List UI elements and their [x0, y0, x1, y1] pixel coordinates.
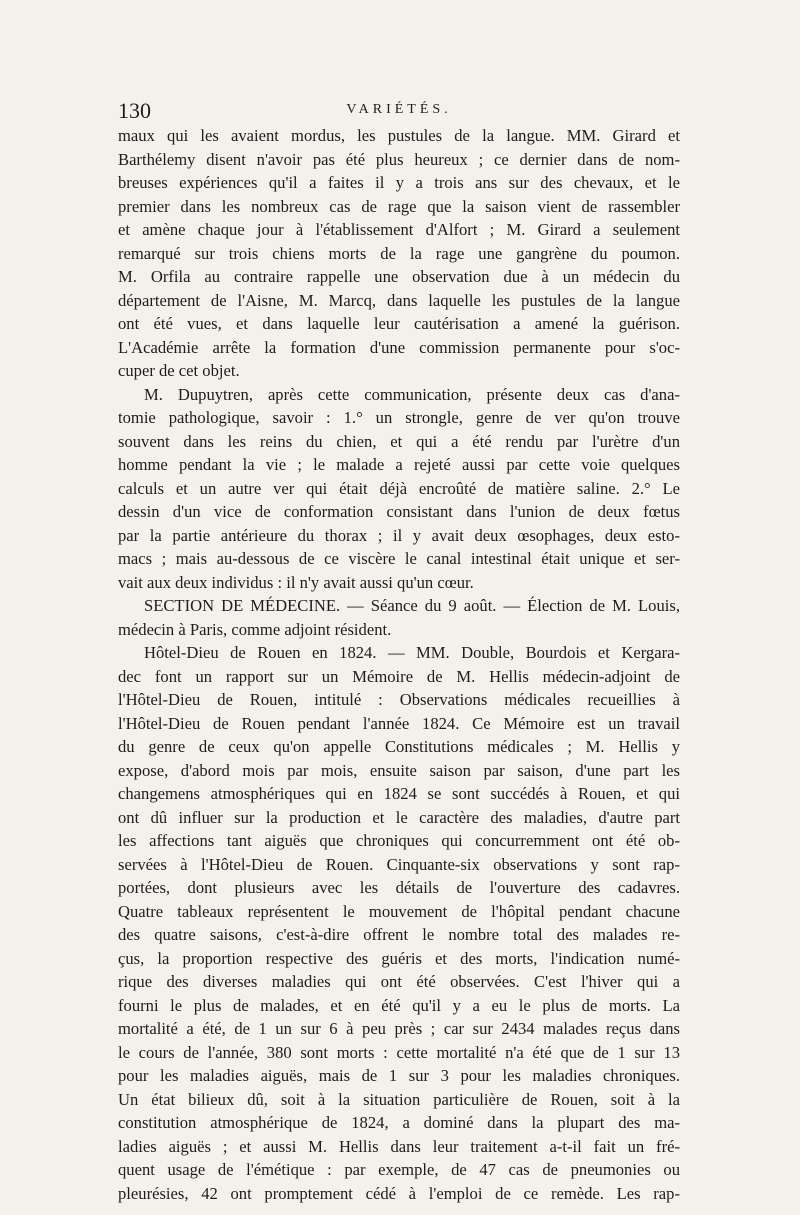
text-line: premier dans les nombreux cas de rage que la saison vient de rassembler [118, 196, 680, 216]
page-header [118, 98, 680, 124]
text-line: expose, d'abord mois par mois, ensuite saison par saison, d'une part les [118, 760, 680, 780]
text-line: l'Hôtel-Dieu de Rouen, intitulé : Observations médicales recueillies à [118, 690, 680, 709]
text-line: M. Dupuytren, après cette communication, présente deux cas d'ana- [144, 384, 680, 404]
text-line: et amène chaque jour à l'établissement d'Alfort ; M. Girard a seulement [118, 220, 680, 239]
text-line: par la partie antérieure du thorax ; il y avait deux œsophages, deux esto- [118, 525, 680, 545]
text-line: médecin à Paris, comme adjoint résident. [118, 619, 392, 639]
text-line: maux qui les avaient mordus, les pustules de la langue. MM. Girard et [118, 126, 680, 145]
text-line: ont dû influer sur la production et le caractère des maladies, d'autre part [118, 807, 680, 827]
text-line: pleurésies, 42 ont promptement cédé à l'emploi de ce remède. Les rap- [118, 1183, 680, 1203]
text-line: changemens atmosphériques qui en 1824 se sont succédés à Rouen, et qui [118, 784, 680, 803]
text-line: portées, dont plusieurs avec les détails de l'ouverture des cadavres. [118, 878, 680, 897]
text-line: Quatre tableaux représentent le mouvement de l'hôpital pendant chacune [118, 901, 680, 921]
text-line: mortalité a été, de 1 un sur 6 à peu près ; car sur 2434 malades reçus dans [118, 1019, 680, 1038]
text-line: Barthélemy disent n'avoir pas été plus heureux ; ce dernier dans de nom- [118, 149, 680, 169]
text-line: Un état bilieux dû, soit à la situation particulière de Rouen, soit à la [118, 1089, 680, 1109]
text-line: quent usage de l'émétique : par exemple, de 47 cas de pneumonies ou [118, 1160, 680, 1179]
text-line: dec font un rapport sur un Mémoire de M. Hellis médecin-adjoint de [118, 666, 680, 686]
text-line: constitution atmosphérique de 1824, a dominé dans la plupart des ma- [118, 1113, 680, 1132]
text-line: servées à l'Hôtel-Dieu de Rouen. Cinquante-six observations y sont rap- [118, 854, 680, 874]
text-line: macs ; mais au-dessous de ce viscère le canal intestinal était unique et ser- [118, 549, 680, 568]
text-line: fourni le plus de malades, et en été qu'il y a eu le plus de morts. La [118, 995, 680, 1015]
text-line: ladies aiguës ; et aussi M. Hellis dans leur traitement a-t-il fait un fré- [118, 1136, 680, 1156]
text-line: des quatre saisons, c'est-à-dire offrent le nombre total des malades re- [118, 925, 680, 944]
text-line: L'Académie arrête la formation d'une commission permanente pour s'oc- [118, 337, 680, 357]
text-line: SECTION DE MÉDECINE. — Séance du 9 août. — Élection de M. Louis, [144, 596, 680, 615]
text-line: tomie pathologique, savoir : 1.° un strongle, genre de ver qu'on trouve [118, 408, 680, 427]
page-number: 130 [118, 98, 151, 123]
text-line: M. Orfila au contraire rappelle une observation due à un médecin du [118, 267, 680, 286]
text-line: remarqué sur trois chiens morts de la rage une gangrène du poumon. [118, 243, 680, 263]
text-line: département de l'Aisne, M. Marcq, dans laquelle les pustules de la langue [118, 290, 680, 310]
text-line: vait aux deux individus : il n'y avait aussi qu'un cœur. [118, 572, 474, 592]
text-line: rique des diverses maladies qui ont été observées. C'est l'hiver qui a [118, 972, 680, 991]
text-line: du genre de ceux qu'on appelle Constitutions médicales ; M. Hellis y [118, 737, 680, 756]
text-line: cuper de cet objet. [118, 361, 240, 380]
text-line: breuses expériences qu'il a faites il y a trois ans sur des chevaux, et le [118, 173, 680, 192]
text-line: homme pendant la vie ; le malade a rejeté aussi par cette voie quelques [118, 455, 680, 474]
text-line: les affections tant aiguës que chroniques qui concurremment ont été ob- [118, 831, 680, 850]
body-text [118, 124, 680, 1205]
text-line: çus, la proportion respective des guéris et des morts, l'indication numé- [118, 948, 680, 968]
text-line: le cours de l'année, 380 sont morts : cette mortalité n'a été que de 1 sur 13 [118, 1042, 680, 1062]
running-title: VARIÉTÉS. [346, 102, 452, 117]
text-line: ont été vues, et dans laquelle leur cautérisation a amené la guérison. [118, 314, 680, 333]
text-line: pour les maladies aiguës, mais de 1 sur 3 pour les maladies chroniques. [118, 1066, 680, 1085]
text-line: l'Hôtel-Dieu de Rouen pendant l'année 1824. Ce Mémoire est un travail [118, 713, 680, 733]
text-line: souvent dans les reins du chien, et qui a été rendu par l'urètre d'un [118, 431, 680, 451]
text-line: Hôtel-Dieu de Rouen en 1824. — MM. Double, Bourdois et Kergara- [144, 643, 680, 662]
text-line: dessin d'un vice de conformation consistant dans l'union de deux fœtus [118, 502, 680, 521]
text-line: calculs et un autre ver qui était déjà encroûté de matière saline. 2.° Le [118, 478, 680, 498]
